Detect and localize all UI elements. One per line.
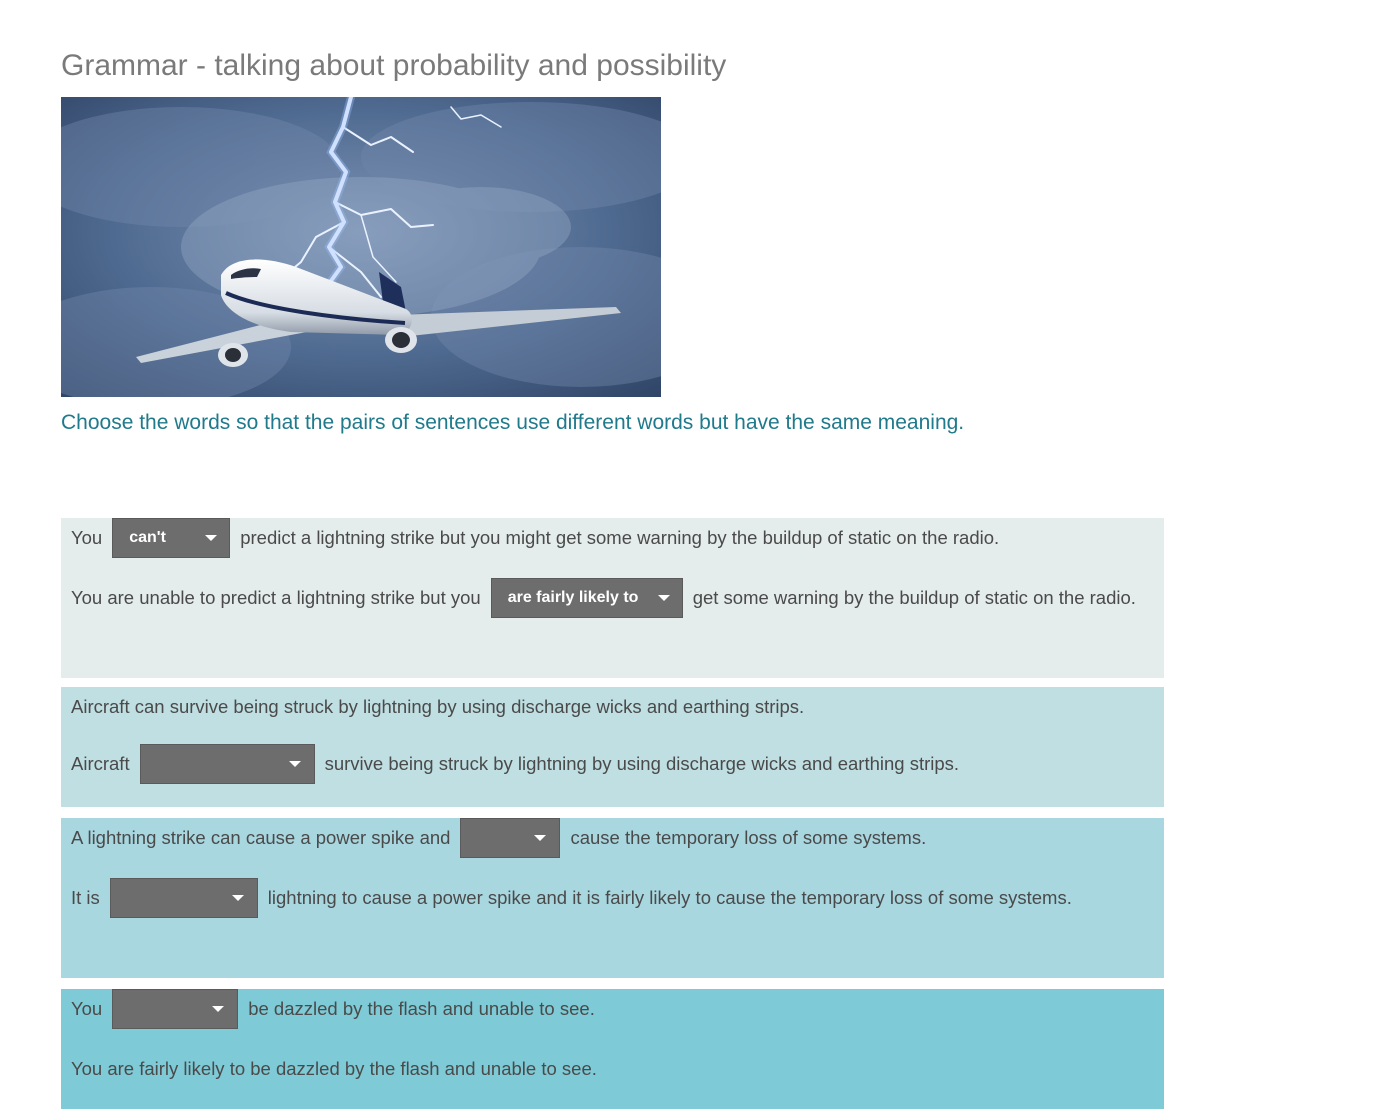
answer-dropdown-1a[interactable] — [112, 518, 230, 558]
sentence-2a — [71, 687, 1164, 727]
chevron-down-icon — [534, 835, 546, 841]
chevron-down-icon — [289, 761, 301, 767]
sentence-text: You are unable to predict a lightning strike but you — [71, 587, 481, 608]
instruction-text: Choose the words so that the pairs of sentences use different words but have the same meaning. — [61, 411, 965, 434]
answer-dropdown-4a[interactable] — [112, 989, 238, 1029]
sentence-3b — [71, 878, 1164, 918]
airplane-lightning-image — [61, 97, 661, 397]
sentence-2b — [71, 744, 1164, 784]
chevron-down-icon — [232, 895, 244, 901]
sentence-text: Aircraft can survive being struck by lightning by using discharge wicks and earthing strips. — [71, 696, 805, 717]
answer-dropdown-1b[interactable] — [491, 578, 683, 618]
sentence-4a — [71, 989, 1164, 1029]
chevron-down-icon — [212, 1006, 224, 1012]
question-group-3 — [61, 818, 1164, 978]
chevron-down-icon — [205, 535, 217, 541]
answer-dropdown-3a[interactable] — [460, 818, 560, 858]
page-title: Grammar - talking about probability and possibility — [61, 49, 727, 82]
dropdown-value: can't — [129, 529, 166, 546]
sentence-text: It is — [71, 887, 100, 908]
sentence-text: A lightning strike can cause a power spike and — [71, 827, 451, 848]
sentence-text: You are fairly likely to be dazzled by the flash and unable to see. — [71, 1058, 597, 1079]
question-group-2 — [61, 687, 1164, 807]
sentence-1a — [71, 518, 1164, 558]
answer-dropdown-3b[interactable] — [110, 878, 258, 918]
sentence-3a — [71, 818, 1164, 858]
sentence-text: lightning to cause a power spike and it is fairly likely to cause the temporary loss of some systems. — [267, 887, 1072, 908]
sentence-text: cause the temporary loss of some systems. — [570, 827, 927, 848]
dropdown-value: are fairly likely to — [507, 589, 639, 606]
chevron-down-icon — [658, 595, 670, 601]
sentence-1b — [71, 578, 1164, 618]
sentence-text: You — [71, 998, 103, 1019]
sentence-text: You — [71, 527, 103, 548]
sentence-text: get some warning by the buildup of static on the radio. — [692, 587, 1136, 608]
question-group-1 — [61, 518, 1164, 678]
sentence-4b — [71, 1049, 1164, 1089]
answer-dropdown-2b[interactable] — [140, 744, 315, 784]
exercise-panel — [61, 489, 1164, 1109]
sentence-text: be dazzled by the flash and unable to see. — [248, 998, 595, 1019]
sentence-text: predict a lightning strike but you might get some warning by the buildup of static on the radio. — [240, 527, 1000, 548]
sentence-text: survive being struck by lightning by using discharge wicks and earthing strips. — [324, 753, 960, 774]
sentence-text: Aircraft — [71, 753, 130, 774]
question-group-4 — [61, 989, 1164, 1109]
